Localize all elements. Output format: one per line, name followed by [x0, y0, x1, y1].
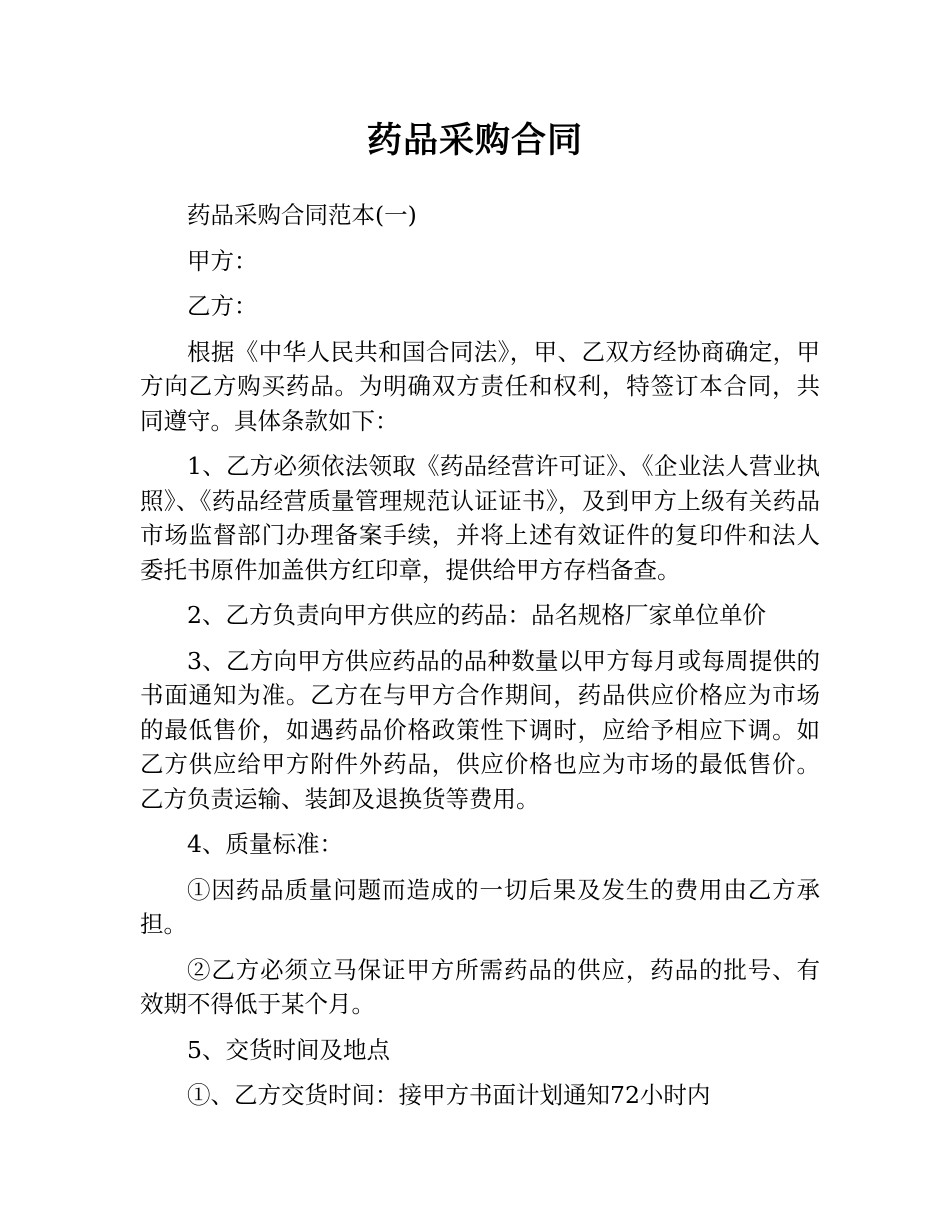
clause-3-paragraph: 3、乙方向甲方供应药品的品种数量以甲方每月或每周提供的书面通知为准。乙方在与甲方合作期间，药品供应价格应为市场的最低售价，如遇药品价格政策性下调时，应给予相应下调。如乙方供应给甲方附件外药品，供应价格也应为市场的最低售价。乙方负责运输、装卸及退换货等费用。: [140, 646, 820, 813]
party-b-line: 乙方：: [187, 292, 258, 320]
clause-4-item-1: ①因药品质量问题而造成的一切后果及发生的费用由乙方承担。: [140, 875, 820, 938]
preamble-paragraph: 根据《中华人民共和国合同法》，甲、乙双方经协商确定，甲方向乙方购买药品。为明确双方责任和权利，特签订本合同，共同遵守。具体条款如下：: [140, 337, 820, 435]
clause-1-paragraph: 1、乙方必须依法领取《药品经营许可证》、《企业法人营业执照》、《药品经营质量管理规范认证证书》，及到甲方上级有关药品市场监督部门办理备案手续，并将上述有效证件的复印件和法人委托书原件加盖供方红印章，提供给甲方存档备查。: [140, 452, 820, 584]
party-a-line: 甲方：: [187, 246, 258, 275]
clause-2-paragraph: 2、乙方负责向甲方供应的药品：品名规格厂家单位单价: [187, 601, 766, 629]
document-body: [140, 198, 820, 1124]
clause-4-item-2: ②乙方必须立马保证甲方所需药品的供应，药品的批号、有效期不得低于某个月。: [140, 955, 820, 1018]
clause-4-heading: 4、质量标准：: [187, 830, 343, 858]
document-title: 药品采购合同: [366, 121, 583, 161]
clause-5-heading: 5、交货时间及地点: [187, 1035, 390, 1064]
clause-5-item-1: ①、乙方交货时间：接甲方书面计划通知72小时内: [187, 1081, 711, 1109]
contract-subtitle: 药品采购合同范本(一): [187, 201, 417, 229]
